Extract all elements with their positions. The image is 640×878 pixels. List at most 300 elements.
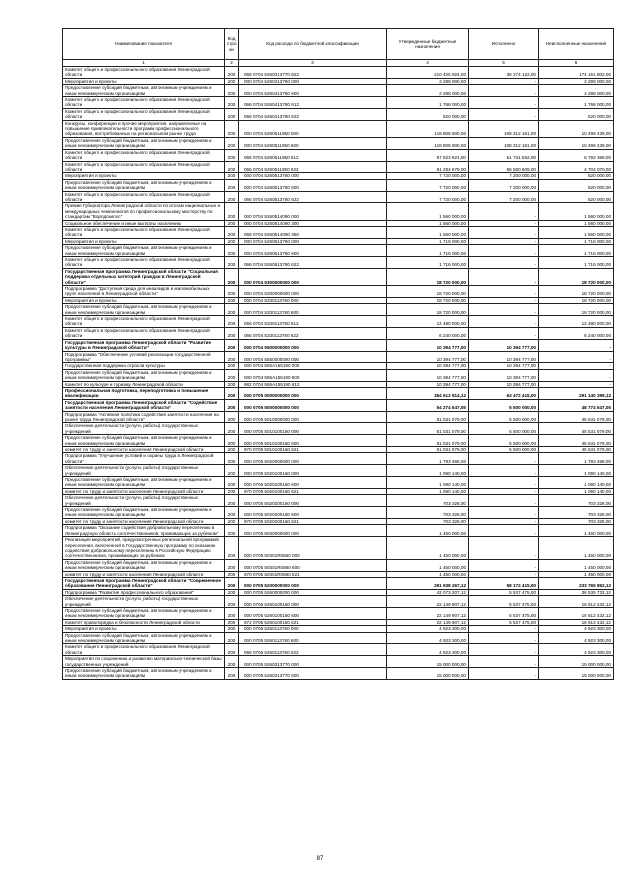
- row-remaining: 520 000,00: [539, 108, 614, 120]
- row-executed: 7 200 000,00: [469, 191, 539, 203]
- row-remaining: 1 450 000,00: [539, 559, 614, 571]
- table-row: [63, 668, 614, 680]
- row-name: комитет по труду и занятости населения Ленинградской области: [63, 571, 225, 577]
- row-approved: 1 793 468,00: [387, 453, 469, 465]
- row-code: 200: [225, 297, 239, 303]
- row-name: Премия Губернатора Ленинградской области по итогам национальных и международных чемпионатов по профессиональному мастерству по стандартам "Ворлдскиллс": [63, 203, 225, 220]
- row-remaining: 18 720 000,00: [539, 304, 614, 316]
- row-remaining: 18 720 000,00: [539, 286, 614, 298]
- table-row: [63, 137, 614, 149]
- table-row: [63, 286, 614, 298]
- row-name: Профессиональная подготовка, переподготовка и повышение квалификации: [63, 387, 225, 399]
- row-kbk: 066 0704 5260413760 612: [239, 97, 387, 109]
- row-code: 200: [225, 304, 239, 316]
- row-approved: 22 149 907,12: [387, 607, 469, 619]
- row-approved: 51 031 079,00: [387, 411, 469, 423]
- row-approved: 703 328,00: [387, 495, 469, 507]
- row-executed: -: [469, 226, 539, 238]
- row-remaining: 520 000,00: [539, 173, 614, 179]
- row-approved: 1 716 000,00: [387, 245, 469, 257]
- row-kbk: 000 0704 5330000000 000: [239, 286, 387, 298]
- row-name: комитет по труду и занятости населения Ленинградской области: [63, 488, 225, 494]
- table-row: [63, 120, 614, 137]
- row-executed: -: [469, 626, 539, 632]
- row-executed: -: [469, 488, 539, 494]
- row-executed: 58 172 415,00: [469, 577, 539, 589]
- row-name: Предоставление субсидий бюджетным, автономным учреждениям и иным некоммерческим организациям: [63, 435, 225, 447]
- row-kbk: 000 0705 5020200160 600: [239, 507, 387, 519]
- report-page: [62, 28, 613, 680]
- row-approved: 7 720 000,00: [387, 191, 469, 203]
- table-row: [63, 67, 614, 79]
- row-executed: 5 500 000,00: [469, 399, 539, 411]
- table-row: [63, 477, 614, 489]
- table-row: [63, 537, 614, 560]
- row-approved: 22 149 907,12: [387, 619, 469, 625]
- row-approved: 7 720 000,00: [387, 179, 469, 191]
- row-executed: -: [469, 85, 539, 97]
- row-approved: 7 720 000,00: [387, 173, 469, 179]
- row-code: 200: [225, 120, 239, 137]
- row-kbk: 000 0705 5010100160 000: [239, 423, 387, 435]
- column-number: 6: [539, 60, 614, 67]
- row-executed: 10 394 777,00: [469, 369, 539, 381]
- table-row: [63, 97, 614, 109]
- table-row: [63, 179, 614, 191]
- row-name: Предоставление субсидий бюджетным, автономным учреждениям и иным некоммерческим организациям: [63, 85, 225, 97]
- row-remaining: 1 090 140,00: [539, 477, 614, 489]
- budget-execution-table: [62, 28, 614, 680]
- row-executed: -: [469, 78, 539, 84]
- row-code: 200: [225, 149, 239, 161]
- row-name: Обеспечение деятельности (услуги, работы) государственных учреждений: [63, 596, 225, 608]
- row-name: Предоставление субсидий бюджетным, автономным учреждениям и иным некоммерческим организациям: [63, 245, 225, 257]
- row-kbk: 000 0704 5260613760 000: [239, 238, 387, 244]
- row-name: Комитет по культуре и туризму Ленинградской области: [63, 381, 225, 387]
- row-code: 200: [225, 589, 239, 595]
- table-row: [63, 339, 614, 351]
- row-kbk: 970 0705 5010100160 621: [239, 447, 387, 453]
- table-row: [63, 245, 614, 257]
- row-remaining: 4 923 300,00: [539, 632, 614, 644]
- row-remaining: 1 716 000,00: [539, 238, 614, 244]
- row-kbk: 000 0705 50301R0860 600: [239, 559, 387, 571]
- row-code: 200: [225, 191, 239, 203]
- row-executed: 5 500 000,00: [469, 423, 539, 435]
- row-remaining: 4 923 300,00: [539, 644, 614, 656]
- row-approved: 51 031 079,00: [387, 435, 469, 447]
- row-kbk: 000 0704 5260513760 600: [239, 179, 387, 191]
- row-name: Комитет общего и профессионального образования Ленинградской области: [63, 67, 225, 79]
- row-kbk: 066 0704 5260511950 622: [239, 161, 387, 173]
- row-approved: 1 450 000,00: [387, 537, 469, 560]
- row-approved: 4 923 300,00: [387, 632, 469, 644]
- row-executed: -: [469, 453, 539, 465]
- row-executed: 63 472 415,00: [469, 387, 539, 399]
- row-name: Мероприятия по сохранению и развитию материально-технической базы государственных учреждений: [63, 656, 225, 668]
- row-kbk: 000 0704 5500000000 000: [239, 339, 387, 351]
- row-remaining: 520 000,00: [539, 179, 614, 191]
- row-kbk: 000 0704 5260613760 600: [239, 245, 387, 257]
- row-code: 200: [225, 257, 239, 269]
- row-code: 200: [225, 644, 239, 656]
- row-code: 200: [225, 220, 239, 226]
- row-kbk: 000 0705 5260313770 600: [239, 668, 387, 680]
- table-row: [63, 577, 614, 589]
- row-approved: 1 450 000,00: [387, 559, 469, 571]
- row-remaining: 48 774 547,05: [539, 399, 614, 411]
- row-remaining: 520 000,00: [539, 191, 614, 203]
- row-name: Подпрограмма "Обеспечение условий реализации государственной программы": [63, 351, 225, 363]
- row-executed: -: [469, 286, 539, 298]
- row-kbk: 970 0705 50301R0860 621: [239, 571, 387, 577]
- row-kbk: 000 0705 5000000000 000: [239, 399, 387, 411]
- row-kbk: 066 0704 5260413760 622: [239, 108, 387, 120]
- row-name: Комитет общего и профессионального образования Ленинградской области: [63, 327, 225, 339]
- row-remaining: 1 560 000,00: [539, 203, 614, 220]
- row-executed: 10 394 777,00: [469, 381, 539, 387]
- row-executed: -: [469, 525, 539, 537]
- table-header: [63, 29, 614, 67]
- row-remaining: 1 560 000,00: [539, 226, 614, 238]
- row-executed: -: [469, 465, 539, 477]
- table-row: [63, 559, 614, 571]
- row-approved: 51 031 079,00: [387, 447, 469, 453]
- header-approved: Утвержденные бюджетные назначения: [387, 29, 469, 60]
- row-executed: 51 731 552,00: [469, 149, 539, 161]
- table-row: [63, 149, 614, 161]
- row-kbk: 000 0705 5260100160 600: [239, 607, 387, 619]
- row-remaining: 1 716 000,00: [539, 245, 614, 257]
- row-remaining: 1 716 000,00: [539, 257, 614, 269]
- row-name: Конкурсы, конференции и прочие мероприятия, направленные на повышение привлекательности программ профессионального образования, востребованных на региональном рынке труда: [63, 120, 225, 137]
- row-executed: 5 537 475,00: [469, 619, 539, 625]
- row-name: Комитет правопорядка и безопасности Ленинградской области: [63, 619, 225, 625]
- table-row: [63, 465, 614, 477]
- row-name: Предоставление субсидий бюджетным, автономным учреждениям и иным некоммерческим организациям: [63, 668, 225, 680]
- row-code: 200: [225, 447, 239, 453]
- row-kbk: 066 0704 5330113760 612: [239, 316, 387, 328]
- row-name: Предоставление субсидий бюджетным, автономным учреждениям и иным некоммерческим организациям: [63, 304, 225, 316]
- header-name: Наименование показателя: [63, 29, 225, 60]
- row-code: 200: [225, 268, 239, 285]
- row-kbk: 000 0704 5260511950 000: [239, 120, 387, 137]
- row-code: 200: [225, 453, 239, 465]
- row-remaining: 45 531 079,00: [539, 435, 614, 447]
- row-code: 200: [225, 495, 239, 507]
- row-name: Комитет общего и профессионального образования Ленинградской области: [63, 191, 225, 203]
- table-row: [63, 191, 614, 203]
- row-kbk: 000 0705 50301R0860 000: [239, 537, 387, 560]
- row-kbk: 972 0705 5260100160 621: [239, 619, 387, 625]
- table-row: [63, 351, 614, 363]
- row-approved: 291 938 267,12: [387, 577, 469, 589]
- row-name: Государственная программа Ленинградской области "Развитие культуры в Ленинградской области": [63, 339, 225, 351]
- row-executed: 7 200 000,00: [469, 173, 539, 179]
- table-row: [63, 596, 614, 608]
- row-name: Социальное обеспечение и иные выплаты населению: [63, 220, 225, 226]
- row-remaining: 1 090 140,00: [539, 465, 614, 477]
- row-name: Комитет общего и профессионального образования Ленинградской области: [63, 108, 225, 120]
- row-name: Государственная программа Ленинградской области "Современное образование Ленинградской области": [63, 577, 225, 589]
- row-approved: 1 090 140,00: [387, 488, 469, 494]
- row-code: 200: [225, 411, 239, 423]
- header-remaining: Неисполненные назначения: [539, 29, 614, 60]
- row-kbk: 066 0704 5260613760 622: [239, 257, 387, 269]
- row-approved: 15 000 000,00: [387, 668, 469, 680]
- row-executed: 5 537 475,00: [469, 607, 539, 619]
- row-executed: 5 500 000,00: [469, 411, 539, 423]
- row-code: 200: [225, 607, 239, 619]
- row-kbk: 000 0705 5020100160 600: [239, 477, 387, 489]
- row-name: Мероприятия и проекты: [63, 626, 225, 632]
- row-executed: -: [469, 297, 539, 303]
- row-executed: 5 500 000,00: [469, 447, 539, 453]
- row-executed: -: [469, 316, 539, 328]
- row-code: 200: [225, 137, 239, 149]
- row-code: 200: [225, 78, 239, 84]
- row-code: 200: [225, 477, 239, 489]
- row-name: Подпрограмма "Активная политика содействия занятости населения на рынке труда Ленинградской области": [63, 411, 225, 423]
- row-code: 200: [225, 67, 239, 79]
- table-row: [63, 495, 614, 507]
- row-executed: 108 312 161,00: [469, 137, 539, 149]
- row-kbk: 000 0704 5330113760 000: [239, 297, 387, 303]
- row-name: Подпрограмма "Развитие профессионального образования": [63, 589, 225, 595]
- row-name: Мероприятия и проекты: [63, 78, 225, 84]
- row-remaining: 1 768 000,00: [539, 97, 614, 109]
- row-code: 200: [225, 488, 239, 494]
- row-kbk: 970 0705 5020100160 621: [239, 488, 387, 494]
- row-executed: -: [469, 559, 539, 571]
- row-approved: 520 000,00: [387, 108, 469, 120]
- table-row: [63, 656, 614, 668]
- table-row: [63, 399, 614, 411]
- table-row: [63, 327, 614, 339]
- row-executed: -: [469, 108, 539, 120]
- row-code: 200: [225, 179, 239, 191]
- row-kbk: 066 0704 5260513760 622: [239, 191, 387, 203]
- row-kbk: 000 0704 5330113760 600: [239, 304, 387, 316]
- row-kbk: 000 0704 5260514090 000: [239, 203, 387, 220]
- row-remaining: 16 612 432,12: [539, 596, 614, 608]
- row-kbk: 000 0704 5550000000 000: [239, 351, 387, 363]
- table-row: [63, 411, 614, 423]
- row-code: 200: [225, 369, 239, 381]
- row-executed: 36 274 122,00: [469, 67, 539, 79]
- row-approved: 1 560 000,00: [387, 226, 469, 238]
- row-kbk: 000 0705 5260000000 000: [239, 589, 387, 595]
- row-name: Комитет общего и профессионального образования Ленинградской области: [63, 161, 225, 173]
- row-kbk: 066 0704 5260313770 622: [239, 67, 387, 79]
- row-name: Предоставление субсидий бюджетным, автономным учреждениям и иным некоммерческим организациям: [63, 369, 225, 381]
- row-name: Мероприятия и проекты: [63, 297, 225, 303]
- row-remaining: 1 090 140,00: [539, 488, 614, 494]
- row-executed: 5 537 475,00: [469, 589, 539, 595]
- row-remaining: 10 496 439,00: [539, 137, 614, 149]
- row-executed: -: [469, 507, 539, 519]
- row-code: 200: [225, 108, 239, 120]
- row-approved: 354 612 814,12: [387, 387, 469, 399]
- row-remaining: 6 240 000,00: [539, 327, 614, 339]
- row-approved: 10 394 777,00: [387, 369, 469, 381]
- row-executed: 7 200 000,00: [469, 179, 539, 191]
- row-remaining: 15 000 000,00: [539, 656, 614, 668]
- row-code: 200: [225, 316, 239, 328]
- row-remaining: 703 328,00: [539, 518, 614, 524]
- table-row: [63, 607, 614, 619]
- table-row: [63, 257, 614, 269]
- row-remaining: 291 140 399,12: [539, 387, 614, 399]
- row-name: Обеспечение деятельности (услуги, работы) государственных учреждений: [63, 495, 225, 507]
- row-code: 200: [225, 518, 239, 524]
- row-name: Государственная программа Ленинградской области "Содействие занятости населения Ленинградской области": [63, 399, 225, 411]
- row-approved: 18 720 000,00: [387, 286, 469, 298]
- column-number: 4: [387, 60, 469, 67]
- header-kbk: Код расхода по бюджетной классификации: [239, 29, 387, 60]
- row-executed: 10 394 777,00: [469, 363, 539, 369]
- row-remaining: 4 704 070,00: [539, 161, 614, 173]
- row-executed: -: [469, 220, 539, 226]
- row-kbk: 066 0705 5260113760 622: [239, 644, 387, 656]
- row-remaining: 1 450 000,00: [539, 571, 614, 577]
- row-approved: 6 240 000,00: [387, 327, 469, 339]
- row-approved: 42 073 207,12: [387, 589, 469, 595]
- row-approved: 210 425 924,00: [387, 67, 469, 79]
- row-code: 200: [225, 577, 239, 589]
- row-approved: 57 523 921,00: [387, 149, 469, 161]
- row-executed: 10 394 777,00: [469, 351, 539, 363]
- table-row: [63, 108, 614, 120]
- table-row: [63, 507, 614, 519]
- row-code: 200: [225, 238, 239, 244]
- row-approved: 18 720 000,00: [387, 268, 469, 285]
- row-approved: 15 000 000,00: [387, 656, 469, 668]
- row-approved: 10 394 777,00: [387, 381, 469, 387]
- row-approved: 1 450 000,00: [387, 571, 469, 577]
- row-kbk: 000 0705 5260100160 000: [239, 596, 387, 608]
- row-remaining: -: [539, 339, 614, 351]
- row-remaining: 12 480 000,00: [539, 316, 614, 328]
- row-code: 200: [225, 423, 239, 435]
- row-name: Подпрограмма "Улучшение условий и охраны труда в Ленинградской области": [63, 453, 225, 465]
- row-kbk: 000 0705 5200000000 000: [239, 577, 387, 589]
- row-code: 200: [225, 97, 239, 109]
- row-kbk: 000 0704 5260511950 600: [239, 137, 387, 149]
- row-executed: -: [469, 257, 539, 269]
- row-kbk: 000 0705 5010000000 000: [239, 411, 387, 423]
- row-kbk: 066 0704 5260514090 350: [239, 226, 387, 238]
- row-name: Подпрограмма "Оказание содействия добровольному переселению в Ленинградскую область соотечественников, проживающих за рубежом": [63, 525, 225, 537]
- row-code: 200: [225, 619, 239, 625]
- row-executed: -: [469, 203, 539, 220]
- row-kbk: 000 0705 5030000000 000: [239, 525, 387, 537]
- row-kbk: 000 0705 5020000000 000: [239, 453, 387, 465]
- table-row: [63, 161, 614, 173]
- row-name: Предоставление субсидий бюджетным, автономным учреждениям и иным некоммерческим организациям: [63, 179, 225, 191]
- row-code: 200: [225, 286, 239, 298]
- row-remaining: 703 328,00: [539, 495, 614, 507]
- row-kbk: 000 0704 5300000000 000: [239, 268, 387, 285]
- row-approved: 54 274 547,05: [387, 399, 469, 411]
- row-executed: -: [469, 238, 539, 244]
- row-remaining: 5 792 369,00: [539, 149, 614, 161]
- row-approved: 4 923 300,00: [387, 644, 469, 656]
- row-kbk: 000 0704 5260514090 300: [239, 220, 387, 226]
- row-name: Государственная поддержка отрасли культуры: [63, 363, 225, 369]
- row-name: Государственная программа Ленинградской области "Социальная поддержка отдельных категорий граждан в Ленинградской области": [63, 268, 225, 285]
- row-approved: 10 394 777,00: [387, 351, 469, 363]
- row-remaining: 16 612 432,12: [539, 607, 614, 619]
- row-code: 200: [225, 656, 239, 668]
- row-approved: 12 480 000,00: [387, 316, 469, 328]
- row-kbk: 000 0705 5010100160 600: [239, 435, 387, 447]
- row-approved: 1 090 140,00: [387, 465, 469, 477]
- row-code: 200: [225, 173, 239, 179]
- row-code: 200: [225, 525, 239, 537]
- table-row: [63, 369, 614, 381]
- row-remaining: 2 288 000,00: [539, 78, 614, 84]
- row-approved: 1 716 000,00: [387, 257, 469, 269]
- row-name: Комитет общего и профессионального образования Ленинградской области: [63, 644, 225, 656]
- row-kbk: 000 0704 5260413760 600: [239, 85, 387, 97]
- row-name: Комитет общего и профессионального образования Ленинградской области: [63, 226, 225, 238]
- row-code: 200: [225, 245, 239, 257]
- table-row: [63, 632, 614, 644]
- row-approved: 51 031 079,00: [387, 423, 469, 435]
- row-code: 200: [225, 571, 239, 577]
- row-remaining: -: [539, 351, 614, 363]
- row-code: 200: [225, 203, 239, 220]
- row-name: Предоставление субсидий бюджетным, автономным учреждениям и иным некоммерческим организациям: [63, 477, 225, 489]
- row-executed: -: [469, 268, 539, 285]
- row-kbk: 000 0705 5260113760 000: [239, 626, 387, 632]
- row-executed: -: [469, 537, 539, 560]
- header-executed: Исполнено: [469, 29, 539, 60]
- row-executed: -: [469, 97, 539, 109]
- row-kbk: 970 0705 5020200160 621: [239, 518, 387, 524]
- row-executed: -: [469, 477, 539, 489]
- row-kbk: 000 0704 555A155190 000: [239, 363, 387, 369]
- row-executed: -: [469, 668, 539, 680]
- header-code: Код стро ки: [225, 29, 239, 60]
- row-approved: 2 288 000,00: [387, 85, 469, 97]
- table-row: [63, 268, 614, 285]
- row-name: Комитет общего и профессионального образования Ленинградской области: [63, 257, 225, 269]
- table-row: [63, 525, 614, 537]
- row-kbk: 066 0704 5260511950 612: [239, 149, 387, 161]
- row-remaining: 4 923 300,00: [539, 626, 614, 632]
- row-approved: 2 288 000,00: [387, 78, 469, 84]
- row-executed: 56 580 609,00: [469, 161, 539, 173]
- row-approved: 1 090 140,00: [387, 477, 469, 489]
- row-kbk: 066 0704 5330113760 622: [239, 327, 387, 339]
- table-row: [63, 435, 614, 447]
- row-approved: 1 716 000,00: [387, 238, 469, 244]
- table-row: [63, 387, 614, 399]
- row-code: 200: [225, 161, 239, 173]
- row-code: 200: [225, 435, 239, 447]
- row-kbk: 000 0704 5260413760 000: [239, 78, 387, 84]
- row-name: Предоставление субсидий бюджетным, автономным учреждениям и иным некоммерческим организациям: [63, 632, 225, 644]
- row-remaining: 36 535 732,12: [539, 589, 614, 595]
- row-remaining: 45 531 079,00: [539, 447, 614, 453]
- row-remaining: -: [539, 381, 614, 387]
- row-approved: 1 768 000,00: [387, 97, 469, 109]
- row-name: Реализация мероприятий, предусмотренных региональной программой переселения, включенной в Государственную программу по оказанию содействия добровольному переселению в Российскую Федерацию соотечественников, проживающих за рубежом: [63, 537, 225, 560]
- column-number: 5: [469, 60, 539, 67]
- column-number-row: [63, 60, 614, 67]
